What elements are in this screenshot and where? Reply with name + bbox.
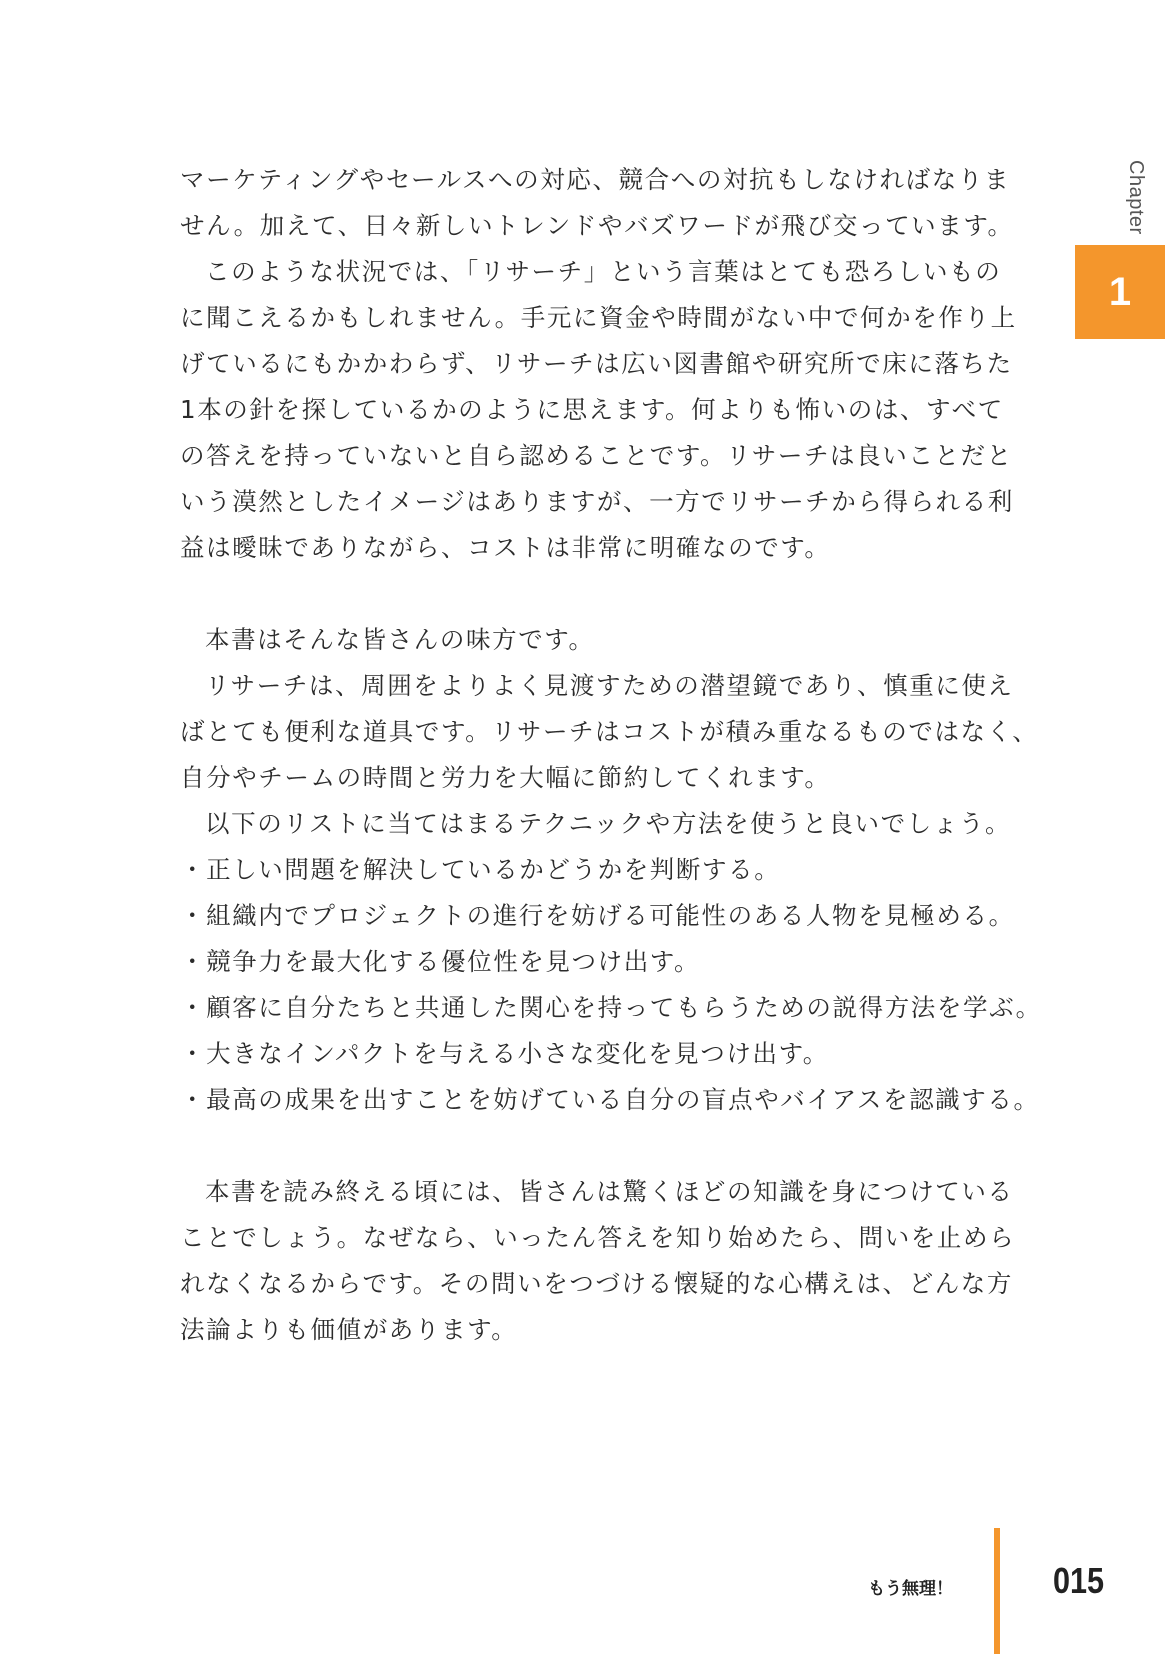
bullet-item: ・大きなインパクトを与える小さな変化を見つけ出す。 <box>180 1039 829 1068</box>
paragraph-gap <box>180 1123 1030 1169</box>
bullet-item: ・顧客に自分たちと共通した関心を持ってもらうための説得方法を学ぶ。 <box>180 993 1042 1022</box>
bullet-item: ・最高の成果を出すことを妨げている自分の盲点やバイアスを認識する。 <box>180 1085 1040 1114</box>
paragraph-line: ことでしょう。なぜなら、いったん答えを知り始めたら、問いを止めら <box>180 1223 1016 1252</box>
running-title: もう無理！ <box>868 1579 953 1599</box>
paragraph-line: 本書はそんな皆さんの味方です。 <box>205 625 595 654</box>
paragraph-line: ばとても便利な道具です。リサーチはコストが積み重なるものではなく、 <box>180 717 1039 746</box>
footer-accent-bar <box>994 1528 1000 1654</box>
bullet-item: ・競争力を最大化する優位性を見つけ出す。 <box>180 947 701 976</box>
paragraph-line: リサーチは、周囲をよりよく見渡すための潜望鏡であり、慎重に使え <box>205 671 1014 700</box>
paragraph-line: いう漠然としたイメージはありますが、一方でリサーチから得られる利 <box>180 487 1014 516</box>
paragraph-line: せん。加えて、日々新しいトレンドやバズワードが飛び交っています。 <box>180 211 1014 240</box>
paragraph-line: 法論よりも価値があります。 <box>180 1315 518 1344</box>
page-number: 015 <box>1053 1560 1105 1601</box>
paragraph-line: の答えを持っていないと自ら認めることです。リサーチは良いことだと <box>180 441 1013 470</box>
chapter-number-box <box>1075 245 1165 339</box>
paragraph-gap <box>180 571 1030 617</box>
paragraph-line: マーケティングやセールスへの対応、競合への対抗もしなければなりま <box>180 165 1011 194</box>
bullet-item: ・組織内でプロジェクトの進行を妨げる可能性のある人物を見極める。 <box>180 901 1015 930</box>
chapter-number: 1 <box>1108 269 1132 314</box>
paragraph-line: 以下のリストに当てはまるテクニックや方法を使うと良いでしょう。 <box>205 809 1012 838</box>
paragraph-line: 自分やチームの時間と労力を大幅に節約してくれます。 <box>180 763 831 792</box>
bullet-item: ・正しい問題を解決しているかどうかを判断する。 <box>180 855 781 884</box>
paragraph-line: げているにもかかわらず、リサーチは広い図書館や研究所で床に落ちた <box>180 349 1013 378</box>
paragraph-line: このような状況では、「リサーチ」という言葉はとても恐ろしいもの <box>205 257 1002 286</box>
chapter-label: Chapter <box>1125 160 1147 235</box>
paragraph-line: 益は曖昧でありながら、コストは非常に明確なのです。 <box>180 533 831 562</box>
paragraph-line: れなくなるからです。その問いをつづける懐疑的な心構えは、どんな方 <box>180 1269 1013 1298</box>
paragraph-line: 本書を読み終える頃には、皆さんは驚くほどの知識を身につけている <box>205 1177 1014 1206</box>
paragraph-line: 1本の針を探しているかのように思えます。何よりも怖いのは、すべて <box>180 395 1004 424</box>
paragraph-line: に聞こえるかもしれません。手元に資金や時間がない中で何かを作り上 <box>180 303 1017 332</box>
body-text <box>180 157 1042 1353</box>
